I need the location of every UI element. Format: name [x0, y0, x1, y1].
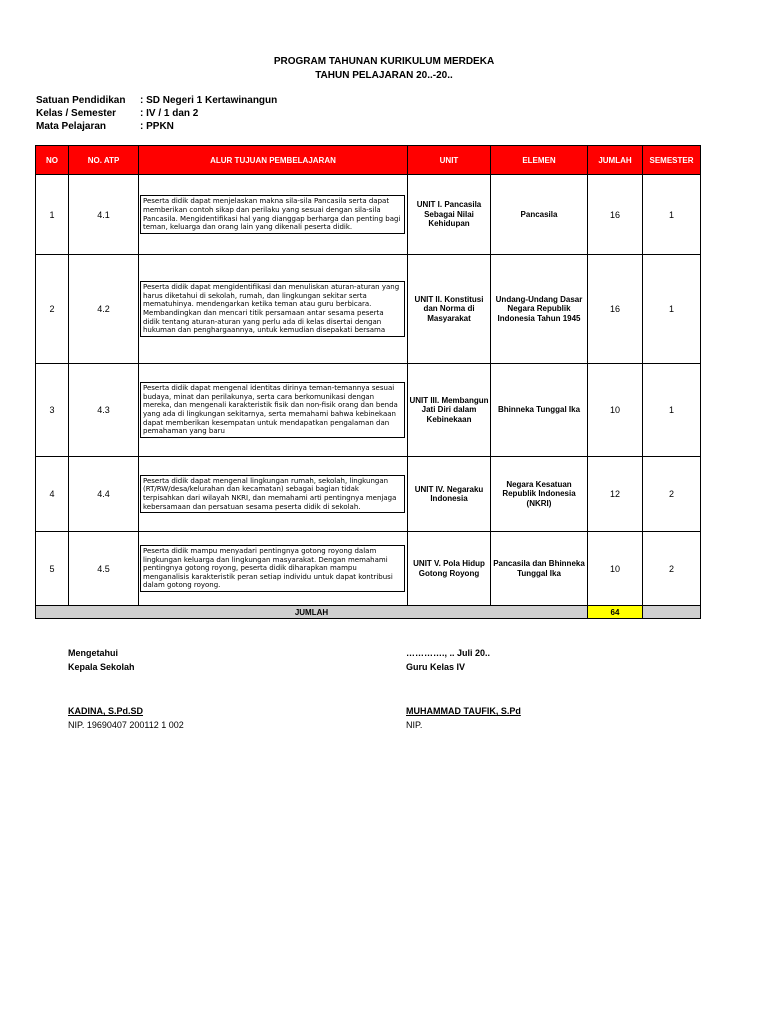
info-kelas-value: : IV / 1 dan 2 [140, 108, 199, 119]
cell-jumlah: 12 [588, 457, 643, 532]
table-row [36, 255, 701, 364]
total-empty-cell [643, 606, 701, 619]
sig-right-name: MUHAMMAD TAUFIK, S.Pd [406, 706, 521, 716]
cell-semester: 1 [643, 175, 701, 255]
info-satuan [36, 94, 277, 107]
cell-atp: 4.3 [69, 364, 139, 457]
sig-right-space [406, 674, 521, 704]
cell-atp: 4.4 [69, 457, 139, 532]
program-table [35, 145, 701, 619]
sig-right-nip: NIP. [406, 720, 423, 730]
cell-elemen: Negara Kesatuan Republik Indonesia (NKRI) [491, 457, 588, 532]
column-header-atp: NO. ATP [69, 146, 139, 175]
cell-alur [139, 532, 408, 606]
info-mapel-label: Mata Pelajaran [36, 121, 107, 132]
cell-atp: 4.5 [69, 532, 139, 606]
info-kelas-label: Kelas / Semester [36, 108, 117, 119]
total-value: 64 [588, 606, 643, 619]
info-mapel-value: : PPKN [140, 121, 174, 132]
table-row [36, 532, 701, 606]
cell-no: 4 [36, 457, 69, 532]
info-satuan-label: Satuan Pendidikan [36, 95, 126, 106]
cell-unit: UNIT IV. Negaraku Indonesia [408, 457, 491, 532]
cell-semester: 1 [643, 364, 701, 457]
table-row [36, 457, 701, 532]
cell-semester: 2 [643, 457, 701, 532]
info-satuan-value: : SD Negeri 1 Kertawinangun [140, 95, 278, 106]
cell-elemen: Undang-Undang Dasar Negara Republik Indonesia Tahun 1945 [491, 255, 588, 364]
cell-alur [139, 255, 408, 364]
sig-right-date: …………., .. Juli 20.. [406, 648, 491, 658]
cell-semester: 2 [643, 532, 701, 606]
column-header-jumlah: JUMLAH [588, 146, 643, 175]
alur-text: Peserta didik dapat menjelaskan makna sila-sila Pancasila serta dapat memberikan contoh sikap dan perilaku yang sesuai dengan sila-sila Pancasila. Mengidentifikasi hal yang dianggap berharga dan penting bagi teman, keluarga dan orang lain yang dikenali peserta didik. [140, 195, 405, 233]
total-label: JUMLAH [36, 606, 588, 619]
cell-jumlah: 16 [588, 175, 643, 255]
cell-jumlah: 10 [588, 532, 643, 606]
info-kelas [36, 107, 277, 120]
table-row [36, 364, 701, 457]
cell-unit: UNIT III. Membangun Jati Diri dalam Kebinekaan [408, 364, 491, 457]
sig-left-nip: NIP. 19690407 200112 1 002 [68, 720, 184, 730]
cell-no: 2 [36, 255, 69, 364]
table-header-row [36, 146, 701, 175]
column-header-no: NO [36, 146, 69, 175]
alur-text: Peserta didik dapat mengenal lingkungan rumah, sekolah, lingkungan (RT/RW/desa/kelurahan dan kecamatan) sebagai bagian tidak terpisahkan dari wilayah NKRI, dan memahami arti pentingnya menjaga kebersamaan dan persatuan sesama peserta didik di sekolah. [140, 475, 405, 513]
column-header-unit: UNIT [408, 146, 491, 175]
alur-text: Peserta didik dapat mengidentifikasi dan menuliskan aturan-aturan yang harus diketahui di sekolah, rumah, dan lingkungan sekitar serta mematuhinya. mendengarkan ketika teman atau guru berbicara. Membandingkan dan mencari titik persamaan antar sesama peserta didik tentang aturan-aturan yang perlu ada di kelas disertai dengan hukuman dan penghargaannya, untuk kemudian disepakati bersama [140, 281, 405, 337]
cell-jumlah: 16 [588, 255, 643, 364]
cell-elemen: Pancasila [491, 175, 588, 255]
cell-no: 3 [36, 364, 69, 457]
document-title: PROGRAM TAHUNAN KURIKULUM MERDEKA [273, 56, 495, 67]
cell-alur [139, 175, 408, 255]
info-mapel [36, 120, 277, 133]
document-info [36, 94, 277, 133]
column-header-semester: SEMESTER [643, 146, 701, 175]
total-row [36, 606, 701, 619]
cell-no: 5 [36, 532, 69, 606]
cell-elemen: Bhinneka Tunggal Ika [491, 364, 588, 457]
column-header-elemen: ELEMEN [491, 146, 588, 175]
sig-left-space [68, 674, 184, 704]
cell-no: 1 [36, 175, 69, 255]
cell-atp: 4.2 [69, 255, 139, 364]
signature-left [68, 646, 184, 732]
sig-left-name: KADINA, S.Pd.SD [68, 706, 144, 716]
cell-jumlah: 10 [588, 364, 643, 457]
cell-elemen: Pancasila dan Bhinneka Tunggal Ika [491, 532, 588, 606]
document-subtitle: TAHUN PELAJARAN 20..-20.. [315, 70, 453, 81]
alur-text: Peserta didik mampu menyadari pentingnya gotong royong dalam lingkungan keluarga dan lingkungan masyarakat. Dengan memahami pentingnya gotong royong, peserta didik diharapkan mampu menganalisis karakteristik peran setiap individu untuk dapat kontribusi dalam gotong royong. [140, 545, 405, 592]
sig-right-role: Guru Kelas IV [406, 662, 466, 672]
column-header-alur: ALUR TUJUAN PEMBELAJARAN [139, 146, 408, 175]
cell-unit: UNIT I. Pancasila Sebagai Nilai Kehidupan [408, 175, 491, 255]
alur-text: Peserta didik dapat mengenal identitas dirinya teman-temannya sesuai budaya, minat dan perilakunya, serta cara berkomunikasi dengan mereka, dan mengenali karakteristik fisik dan non-fisik orang dan benda yang ada di lingkungan sekitarnya, serta memahami bahwa kebinekaan dapat memberikan kesempatan untuk mendapatkan pengalaman dan pemahaman yang baru [140, 382, 405, 438]
signature-right [406, 646, 521, 732]
cell-unit: UNIT II. Konstitusi dan Norma di Masyarakat [408, 255, 491, 364]
cell-semester: 1 [643, 255, 701, 364]
cell-alur [139, 457, 408, 532]
sig-left-mengetahui: Mengetahui [68, 648, 119, 658]
cell-alur [139, 364, 408, 457]
cell-unit: UNIT V. Pola Hidup Gotong Royong [408, 532, 491, 606]
sig-left-role: Kepala Sekolah [68, 662, 135, 672]
cell-atp: 4.1 [69, 175, 139, 255]
table-row [36, 175, 701, 255]
